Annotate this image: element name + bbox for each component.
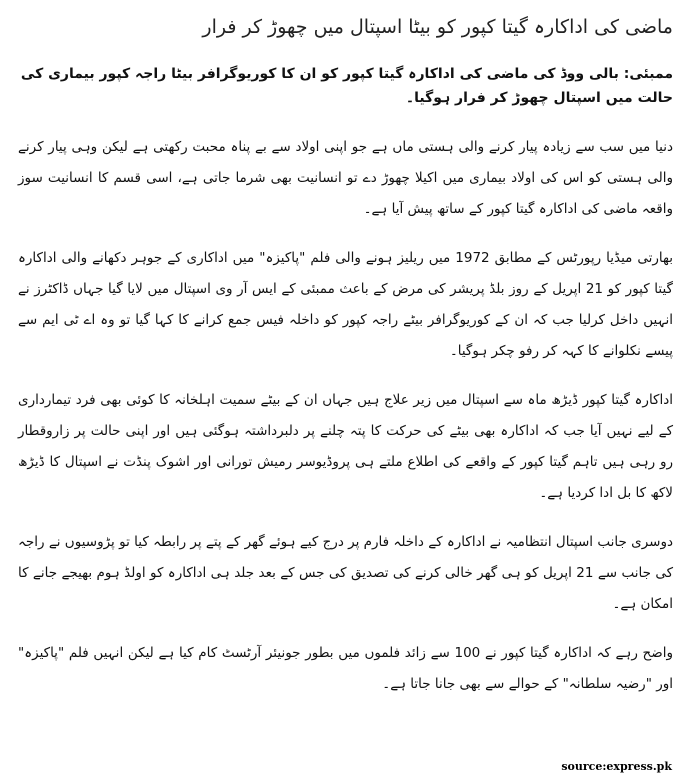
article-paragraph-1: دنیا میں سب سے زیادہ پیار کرنے والی ہستی ماں ہے جو اپنی اولاد سے بے پناہ محبت رکھتی ہے لیکن وہی پیار کرنے والی ہستی کو اس کی اولاد بیماری میں اکیلا چھوڑ دے تو انسانیت بھی شرما جاتی ہے، اسی قسم کا انسانیت سوز واقعہ ماضی کی اداکارہ گیتا کپور کے ساتھ پیش آیا ہے۔ (18, 139, 673, 217)
article-paragraph-2: بھارتی میڈیا رپورٹس کے مطابق 1972 میں ریلیز ہونے والی فلم "پاکیزہ" میں اداکاری کے جوہر دکھانے والی اداکارہ گیتا کپور کو 21 اپریل کے روز بلڈ پریشر کی مرض کے باعث ممبئی کے ایس آر وی اسپتال میں لایا گیا جہاں ڈاکٹرز نے انہیں داخل کرلیا جب کہ ان کے کوریوگرافر بیٹے راجہ کپور کو داخلہ فیس جمع کرانے کا کہا گیا تو وہ اے ٹی ایم سے پیسے نکلوانے کا کہہ کر رفو چکر ہوگیا۔ (18, 250, 673, 359)
article-paragraph-5: واضح رہے کہ اداکارہ گیتا کپور نے 100 سے زائد فلموں میں بطور جونیئر آرٹسٹ کام کیا ہے لیکن انہیں فلم "پاکیزہ" اور "رضیہ سلطانہ" کے حوالے سے بھی جانا جاتا ہے۔ (18, 645, 673, 692)
article-paragraph-4: دوسری جانب اسپتال انتظامیہ نے اداکارہ کے داخلہ فارم پر درج کیے ہوئے گھر کے پتے پر رابطہ کیا تو پڑوسیوں نے راجہ کی جانب سے 21 اپریل کو ہی گھر خالی کرنے کی تصدیق کی جس کے بعد جلد ہی اداکارہ کو اولڈ ہوم بھیجے جانے کا امکان ہے۔ (18, 534, 674, 612)
article-paragraph-3: اداکارہ گیتا کپور ڈیڑھ ماہ سے اسپتال میں زیر علاج ہیں جہاں ان کے بیٹے سمیت اہلخانہ کا کوئی بھی فرد تیمارداری کے لیے نہیں آیا جب کہ اداکارہ بھی بیٹے کی حرکت کا پتہ چلنے پر دلبرداشتہ ہوگئی ہیں اور اپنی حالت پر زاروقطار رو رہی ہیں تاہم گیتا کپور کے واقعے کی اطلاع ملتے ہی پروڈیوسر رمیش تورانی اور اشوک پنڈت نے اسپتال کا ڈیڑھ لاکھ کا بل ادا کردیا ہے۔ (18, 392, 673, 501)
article-lead: ممبئی: بالی ووڈ کی ماضی کی اداکارہ گیتا کپور کو ان کا کوریوگرافر بیٹا راجہ کپور بیماری کی حالت میں اسپتال چھوڑ کر فرار ہوگیا۔ (20, 66, 673, 106)
source-credit: source:express.pk (561, 760, 672, 773)
article-headline: ماضی کی اداکارہ گیتا کپور کو بیٹا اسپتال میں چھوڑ کر فرار (202, 16, 673, 38)
